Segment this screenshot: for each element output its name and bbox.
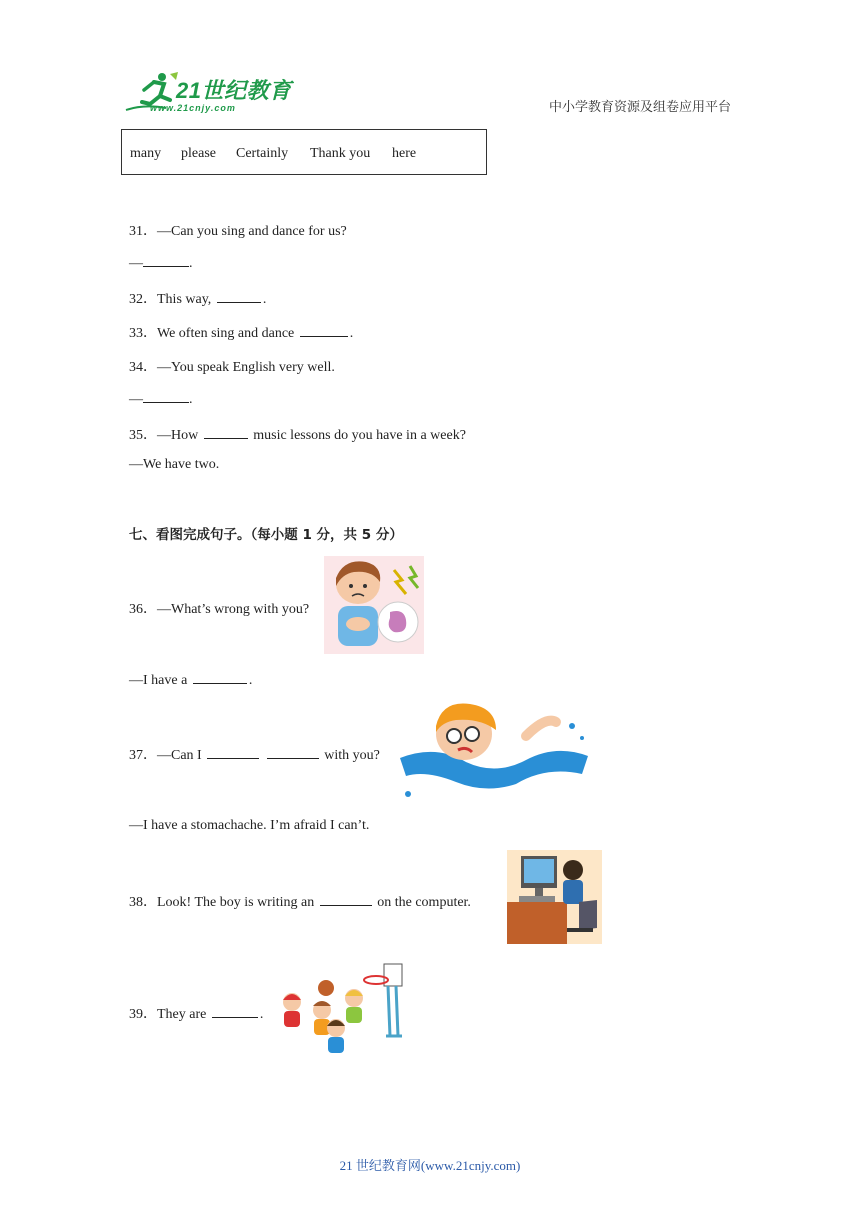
question-35-reply: —We have two. xyxy=(129,457,220,472)
boy-at-computer-illustration xyxy=(507,850,602,944)
question-36-reply: —I have a . xyxy=(129,673,253,688)
answer-blank[interactable] xyxy=(320,893,372,906)
question-39: 39．They are . xyxy=(129,1007,264,1022)
question-31: 31．—Can you sing and dance for us? xyxy=(129,224,347,239)
word-bank-item: please xyxy=(181,146,216,161)
question-33: 33．We often sing and dance . xyxy=(129,326,354,341)
word-bank-item: Certainly xyxy=(236,146,289,161)
word-bank-item: Thank you xyxy=(310,146,371,161)
kids-basketball-illustration xyxy=(278,956,408,1064)
word-bank-item: many xyxy=(130,146,162,161)
answer-blank[interactable] xyxy=(193,671,247,684)
question-38: 38．Look! The boy is writing an on the computer. xyxy=(129,895,471,910)
swimmer-illustration xyxy=(396,696,592,804)
logo-text: 21世纪教育 xyxy=(176,78,292,103)
logo-url: www.21cnjy.com xyxy=(150,103,236,113)
question-37: 37．—Can I with you? xyxy=(129,748,380,763)
header-tagline: 中小学教育资源及组卷应用平台 xyxy=(549,99,732,114)
question-31-answer: — . xyxy=(129,256,193,271)
section-7-title: 七、看图完成句子。（每小题 1 分，共 5 分） xyxy=(129,527,403,543)
answer-blank[interactable] xyxy=(217,290,261,303)
question-34-answer: — . xyxy=(129,392,193,407)
boy-stomachache-illustration xyxy=(324,556,424,654)
question-35: 35．—How music lessons do you have in a week? xyxy=(129,428,466,443)
word-bank-item: here xyxy=(392,146,417,161)
answer-blank[interactable] xyxy=(300,324,348,337)
question-37-reply: —I have a stomachache. I’m afraid I can’t. xyxy=(129,818,370,833)
answer-blank[interactable] xyxy=(212,1005,258,1018)
question-34: 34．—You speak English very well. xyxy=(129,360,335,375)
footer-source: 21 世纪教育网(www.21cnjy.com) xyxy=(339,1158,521,1173)
question-36: 36．—What’s wrong with you? xyxy=(129,602,310,617)
word-bank-box xyxy=(121,129,487,175)
answer-blank[interactable] xyxy=(207,746,259,759)
site-logo xyxy=(124,70,294,116)
answer-blank[interactable] xyxy=(143,390,189,403)
question-32: 32．This way, . xyxy=(129,292,267,307)
answer-blank[interactable] xyxy=(267,746,319,759)
answer-blank[interactable] xyxy=(204,426,248,439)
answer-blank[interactable] xyxy=(143,254,189,267)
